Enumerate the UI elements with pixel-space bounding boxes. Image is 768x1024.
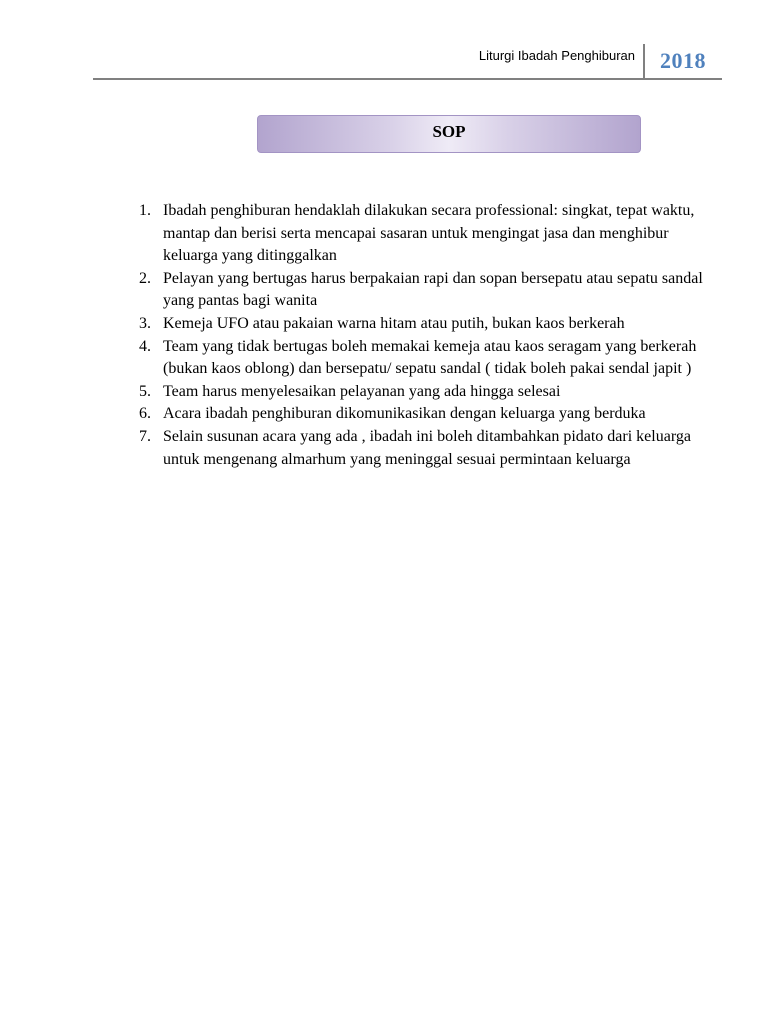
list-item [127,200,727,268]
list-item-number: 6. [139,405,151,423]
list-item-text: Pelayan yang bertugas harus berpakaian rapi dan sopan bersepatu atau sepatu sandal yang pantas bagi wanita [163,269,703,310]
sop-title: SOP [432,122,466,141]
list-item-number: 2. [139,269,151,287]
list-item-text: Selain susunan acara yang ada , ibadah ini boleh ditambahkan pidato dari keluarga untuk mengenang almarhum yang meninggal sesuai permintaan keluarga [163,427,691,468]
list-item [127,381,727,404]
header-title: Liturgi Ibadah Penghiburan [478,48,635,63]
header-year: 2018 [660,48,706,73]
list-item [127,336,727,381]
list-item-number: 7. [139,427,151,445]
list-item-text: Team harus menyelesaikan pelayanan yang ada hingga selesai [163,382,561,400]
list-item [127,268,727,313]
sop-banner [257,115,641,153]
list-item-number: 4. [139,337,151,355]
list-item-text: Team yang tidak bertugas boleh memakai kemeja atau kaos seragam yang berkerah (bukan kaos oblong) dan bersepatu/ sepatu sandal ( tidak boleh pakai sendal japit ) [163,337,697,378]
sop-list [127,200,727,471]
list-item [127,426,727,471]
list-item-text: Ibadah penghiburan hendaklah dilakukan secara professional: singkat, tepat waktu, mantap dan berisi serta mencapai sasaran untuk mengingat jasa dan menghibur keluarga yang ditinggalkan [163,202,695,265]
list-item-text: Kemeja UFO atau pakaian warna hitam atau putih, bukan kaos berkerah [163,314,625,332]
list-item-number: 1. [139,202,151,219]
list-item [127,403,727,426]
list-item-number: 5. [139,382,151,400]
list-item-number: 3. [139,314,151,332]
page-header [93,44,722,80]
list-item [127,313,727,336]
list-item-text: Acara ibadah penghiburan dikomunikasikan dengan keluarga yang berduka [163,405,646,423]
header-divider [643,44,646,78]
